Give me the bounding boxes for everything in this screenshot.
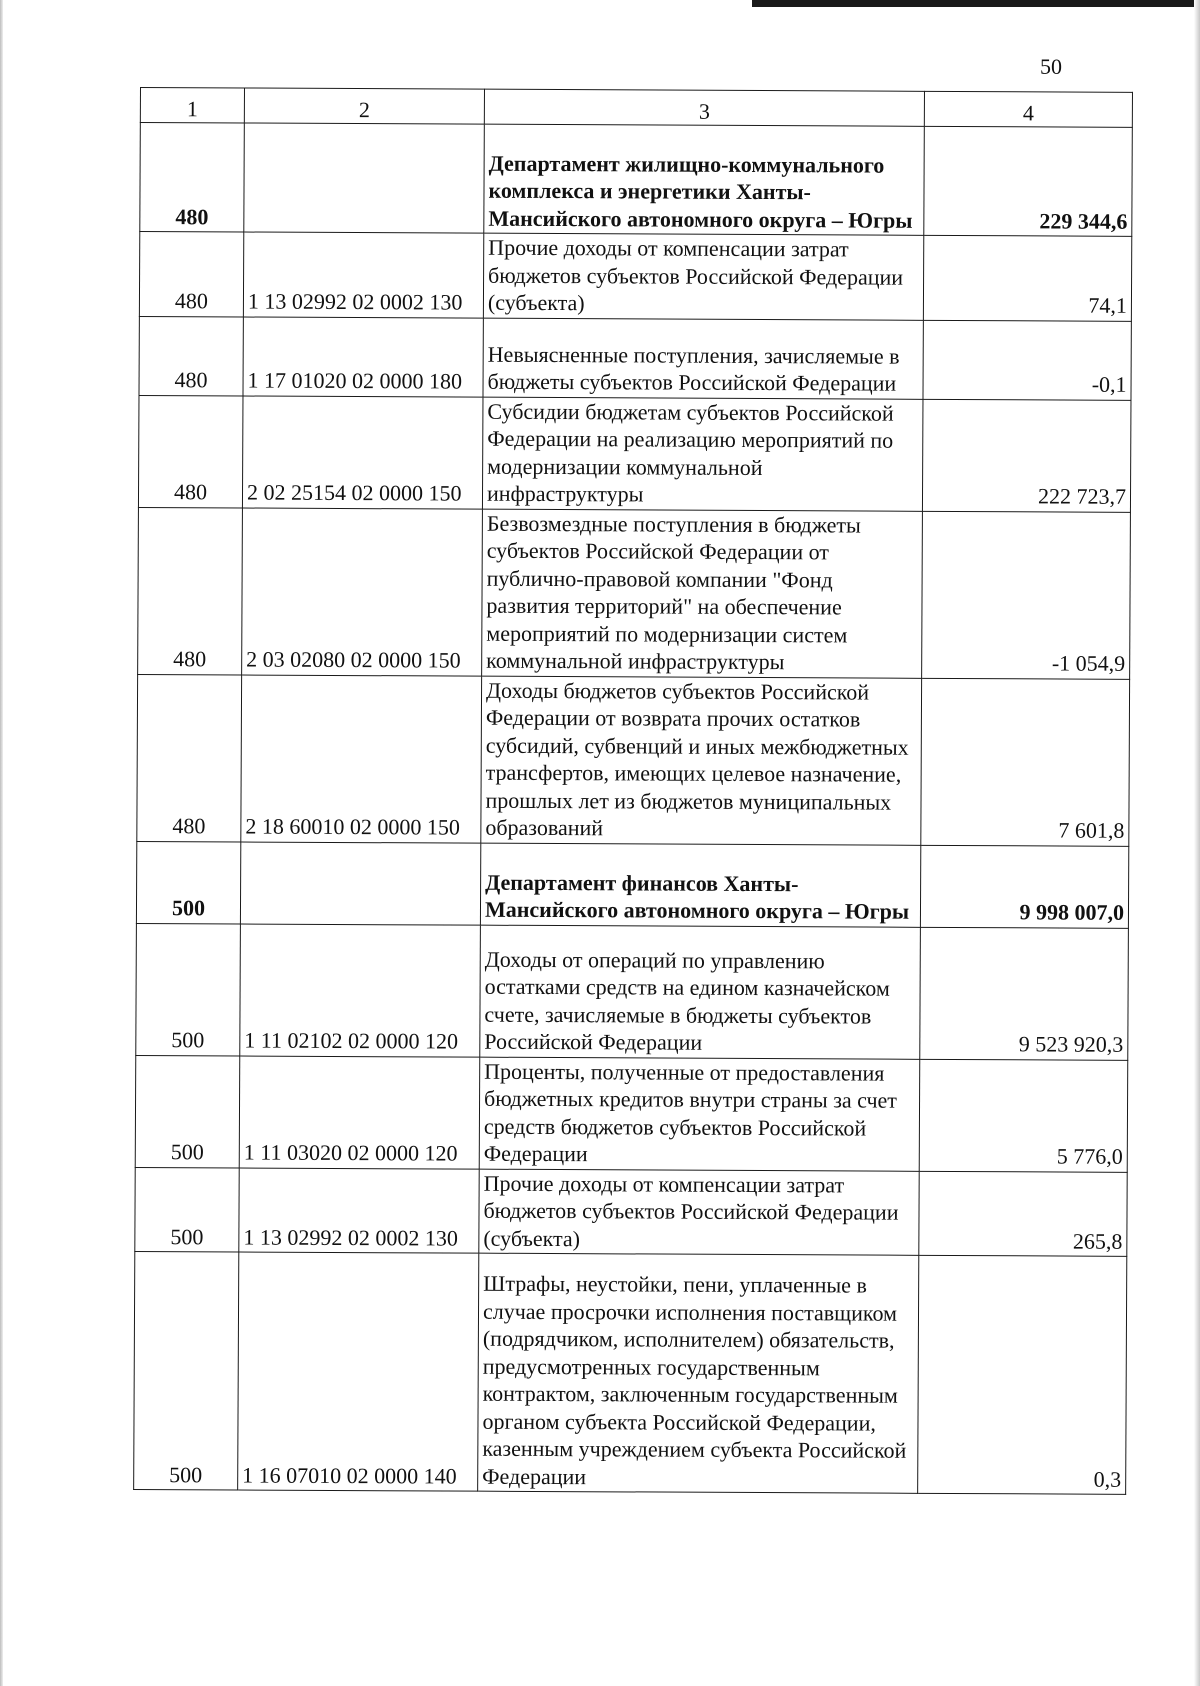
revenue-code-cell: 1 13 02992 02 0002 130: [239, 1167, 479, 1253]
table-row: [139, 316, 1131, 400]
revenue-code-cell: [240, 842, 480, 925]
revenue-code-cell: 2 03 02080 02 0000 150: [242, 508, 483, 676]
right-scan-edge: [1194, 0, 1200, 1686]
amount-cell: 5 776,0: [919, 1059, 1128, 1172]
amount-cell: 222 723,7: [922, 399, 1131, 512]
revenue-name-cell: Безвозмездные поступления в бюджеты субъектов Российской Федерации от публично-правовой компании "Фонд развития территорий" на обеспечение мероприятий по модернизации систем коммунальной инфраструктуры: [482, 509, 923, 678]
table-row: [134, 1251, 1127, 1494]
column-header: 3: [484, 89, 924, 126]
table-row: [139, 232, 1131, 321]
table-row: [137, 674, 1130, 846]
table-row: [138, 395, 1131, 512]
left-scan-edge: [0, 0, 3, 1686]
amount-cell: 265,8: [919, 1171, 1127, 1257]
amount-cell: 0,3: [918, 1255, 1127, 1494]
admin-code-cell: 500: [136, 923, 241, 1056]
page-number: 50: [1040, 54, 1062, 79]
amount-cell: -1 054,9: [922, 511, 1131, 679]
revenue-name-cell: Проценты, полученные от предоставления бюджетных кредитов внутри страны за счет средств бюджетов субъектов Российской Федерации: [479, 1057, 920, 1171]
admin-code-cell: 480: [138, 507, 243, 675]
revenue-name-cell: Прочие доходы от компенсации затрат бюджетов субъектов Российской Федерации (субъекта): [483, 233, 923, 320]
revenue-code-cell: 1 11 02102 02 0000 120: [240, 924, 481, 1057]
revenue-name-cell: Департамент жилищно-коммунального комплекса и энергетики Ханты-Мансийского автономного округа – Югры: [484, 124, 925, 235]
top-scan-rule: [752, 0, 1200, 7]
table-section-row: [136, 841, 1128, 928]
revenue-name-cell: Прочие доходы от компенсации затрат бюджетов субъектов Российской Федерации (субъекта): [479, 1169, 919, 1256]
admin-code-cell: 500: [135, 1055, 240, 1168]
revenue-code-cell: 2 18 60010 02 0000 150: [241, 675, 482, 843]
table-section-row: [140, 123, 1133, 237]
admin-code-cell: 500: [134, 1251, 239, 1490]
revenue-name-cell: Субсидии бюджетам субъектов Российской Федерации на реализацию мероприятий по модернизации коммунальной инфраструктуры: [482, 397, 923, 511]
revenue-code-cell: 1 16 07010 02 0000 140: [238, 1252, 479, 1491]
column-header: 2: [244, 88, 484, 124]
admin-code-cell: 480: [137, 674, 242, 842]
table-row: [135, 1167, 1127, 1256]
revenue-name-cell: Штрафы, неустойки, пени, уплаченные в случае просрочки исполнения поставщиком (подрядчиком, исполнителем) обязательств, предусмотренных государственным контрактом, заключенным государственным органом субъекта Российской Федерации, казенным учреждением субъекта Российской Федерации: [478, 1253, 919, 1493]
revenue-code-cell: 1 13 02992 02 0002 130: [243, 232, 483, 318]
revenue-name-cell: Департамент финансов Ханты-Мансийского автономного округа – Югры: [480, 843, 920, 927]
admin-code-cell: 480: [140, 123, 245, 233]
revenue-code-cell: 2 02 25154 02 0000 150: [242, 396, 483, 509]
amount-cell: -0,1: [923, 320, 1131, 400]
admin-code-cell: 480: [138, 395, 243, 508]
table-row: [135, 1055, 1128, 1172]
amount-cell: 9 523 920,3: [920, 927, 1129, 1060]
admin-code-cell: 500: [135, 1167, 239, 1252]
admin-code-cell: 480: [139, 316, 243, 396]
amount-cell: 9 998 007,0: [920, 845, 1128, 928]
revenue-name-cell: Невыясненные поступления, зачисляемые в бюджеты субъектов Российской Федерации: [483, 318, 923, 399]
admin-code-cell: 500: [136, 841, 240, 924]
amount-cell: 74,1: [923, 235, 1131, 321]
budget-table: [133, 87, 1133, 1495]
table-row: [138, 507, 1131, 679]
revenue-code-cell: 1 17 01020 02 0000 180: [243, 317, 483, 397]
revenue-name-cell: Доходы бюджетов субъектов Российской Федерации от возврата прочих остатков субсидий, субвенций и иных межбюджетных трансфертов, имеющих целевое назначение, прошлых лет из бюджетов муниципальных образований: [481, 676, 922, 845]
column-header: 1: [140, 88, 244, 124]
revenue-code-cell: 1 11 03020 02 0000 120: [239, 1055, 480, 1168]
amount-cell: 7 601,8: [921, 678, 1130, 846]
amount-cell: 229 344,6: [924, 126, 1133, 236]
admin-code-cell: 480: [139, 232, 243, 317]
column-header: 4: [924, 91, 1132, 127]
table-header-row: [140, 88, 1132, 128]
revenue-name-cell: Доходы от операций по управлению остатками средств на едином казначейском счете, зачисляемые в бюджеты субъектов Российской Федерации: [480, 925, 921, 1059]
revenue-code-cell: [244, 123, 485, 233]
table-row: [136, 923, 1129, 1060]
